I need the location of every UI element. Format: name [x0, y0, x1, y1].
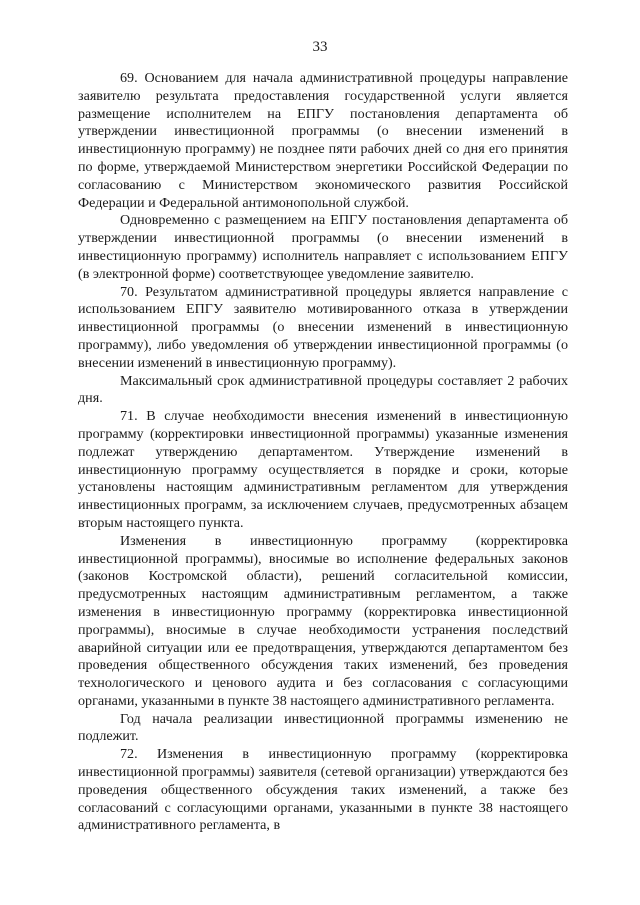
paragraph-71: 71. В случае необходимости внесения изменений в инвестиционную программу (корректировки инвестиционной программы) указанные изменения подлежат утверждению департаментом. Утверждение изменений в инвестиционную программу осуществляется в порядке и сроки, которые установлены настоящим административным регламентом для утверждения инвестиционных программ, за исключением случаев, предусмотренных абзацем вторым настоящего пункта.	[78, 408, 568, 531]
paragraph-70-deadline: Максимальный срок административной процедуры составляет 2 рабочих дня.	[78, 372, 568, 407]
paragraph-70: 70. Результатом административной процедуры является направление с использованием ЕПГУ заявителю мотивированного отказа в утверждении инвестиционной программы (о внесении изменений в инвестиционную программу), либо уведомления об утверждении инвестиционной программы (о внесении изменений в инвестиционную программу).	[78, 283, 568, 371]
paragraph-71-third: Год начала реализации инвестиционной программы изменению не подлежит.	[78, 710, 568, 745]
paragraph-71-second: Изменения в инвестиционную программу (корректировка инвестиционной программы), вносимые во исполнение федеральных законов (законов Костромской области), решений согласительной комиссии, предусмотренных настоящим административным регламентом, а также изменения в инвестиционную программу (корректировка инвестиционной программы), вносимые в случае необходимости устранения последствий аварийной ситуации или ее предотвращения, утверждаются департаментом без проведения общественного обсуждения таких изменений, без проведения технологического и ценового аудита и без согласования с согласующими органами, указанными в пункте 38 настоящего административного регламента.	[78, 532, 568, 709]
document-body	[78, 70, 568, 835]
paragraph-72: 72. Изменения в инвестиционную программу (корректировка инвестиционной программы) заявителя (сетевой организации) утверждаются без проведения общественного обсуждения таких изменений, а также без согласований с согласующими органами, указанными в пункте 38 настоящего административного регламента, в	[78, 746, 568, 834]
paragraph-69-continued: Одновременно с размещением на ЕПГУ постановления департамента об утверждении инвестиционной программы (о внесении изменений в инвестиционную программу) исполнитель направляет с использованием ЕПГУ (в электронной форме) соответствующее уведомление заявителю.	[78, 212, 568, 282]
page-number: 33	[312, 39, 328, 55]
paragraph-69: 69. Основанием для начала административной процедуры направление заявителю результата предоставления государственной услуги является размещение исполнителем на ЕПГУ постановления департамента об утверждении инвестиционной программы (о внесении изменений в инвестиционную программу) не позднее пяти рабочих дней со дня его принятия по форме, утверждаемой Министерством энергетики Российской Федерации по согласованию с Министерством экономического развития Российской Федерации и Федеральной антимонопольной службой.	[78, 70, 568, 211]
